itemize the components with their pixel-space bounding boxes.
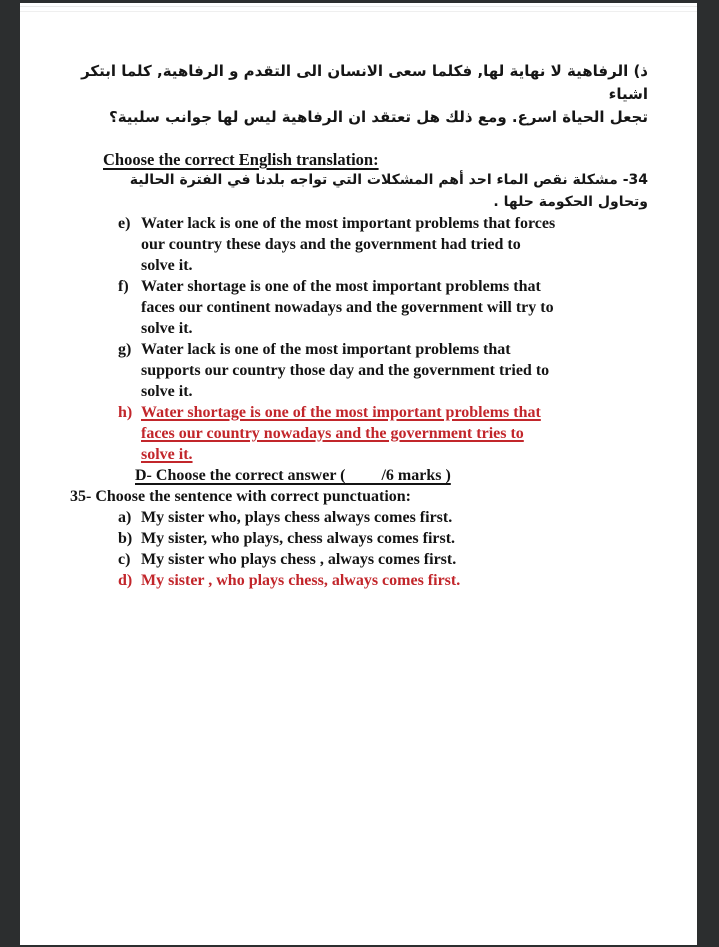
option-f-line-1: Water shortage is one of the most important problems that — [141, 278, 541, 295]
option-b-letter: b) — [118, 530, 133, 547]
option-g-letter: g) — [118, 341, 132, 358]
option-f-line-2: faces our continent nowadays and the government will try to — [141, 299, 554, 316]
option-f-line-3: solve it. — [141, 320, 193, 337]
question-35-stem: 35- Choose the sentence with correct punctuation: — [70, 488, 411, 505]
question-34-stem-line-2: وتحاول الحكومة حلها . — [493, 193, 648, 210]
question-34-stem-arabic — [80, 170, 648, 213]
option-g-line-1: Water lack is one of the most important problems that — [141, 341, 511, 358]
option-d-correct-answer — [118, 570, 658, 591]
intro-arabic-line-2: تجعل الحياة اسرع. ومع ذلك هل تعتقد ان الرفاهية ليس لها جوانب سلبية؟ — [109, 108, 648, 126]
option-e — [118, 213, 658, 276]
option-b — [118, 528, 658, 549]
option-g — [118, 339, 658, 402]
option-a-letter: a) — [118, 509, 132, 526]
option-e-line-2: our country these days and the government had tried to — [141, 236, 521, 253]
option-h-line-1: Water shortage is one of the most important problems that — [141, 404, 541, 421]
option-c-text: My sister who plays chess , always comes first. — [141, 551, 457, 568]
option-c — [118, 549, 658, 570]
option-e-line-3: solve it. — [141, 257, 193, 274]
scan-artifact-lines — [20, 6, 697, 14]
option-f-letter: f) — [118, 278, 129, 295]
question-34-stem-line-1: 34- مشكلة نقص الماء احد أهم المشكلات التي تواجه بلدنا في الفترة الحالية — [129, 172, 648, 188]
option-h-letter: h) — [118, 404, 133, 421]
option-e-letter: e) — [118, 215, 131, 232]
option-h-line-2: faces our country nowadays and the government tries to — [141, 425, 524, 442]
option-d-letter: d) — [118, 572, 133, 589]
section-heading-translation: Choose the correct English translation: — [103, 150, 379, 169]
intro-arabic-paragraph — [80, 60, 648, 129]
option-a-text: My sister who, plays chess always comes first. — [141, 509, 453, 526]
question-34-options — [70, 213, 658, 591]
intro-arabic-line-1: ذ) الرفاهية لا نهاية لها, فكلما سعى الانسان الى التقدم و الرفاهية, كلما ابتكر اشياء — [81, 62, 648, 103]
option-f — [118, 276, 658, 339]
option-b-text: My sister, who plays, chess always comes first. — [141, 530, 456, 547]
option-h-correct-answer — [118, 402, 658, 465]
option-h-line-3: solve it. — [141, 446, 193, 463]
option-g-line-2: supports our country those day and the government tried to — [141, 362, 550, 379]
option-d-text: My sister , who plays chess, always comes first. — [141, 572, 461, 589]
option-c-letter: c) — [118, 551, 131, 568]
option-e-line-1: Water lack is one of the most important problems that forces — [141, 215, 556, 232]
option-g-line-3: solve it. — [141, 383, 193, 400]
section-d-heading: D- Choose the correct answer ( /6 marks ) — [135, 467, 451, 484]
exam-page — [20, 3, 697, 945]
option-a — [118, 507, 658, 528]
